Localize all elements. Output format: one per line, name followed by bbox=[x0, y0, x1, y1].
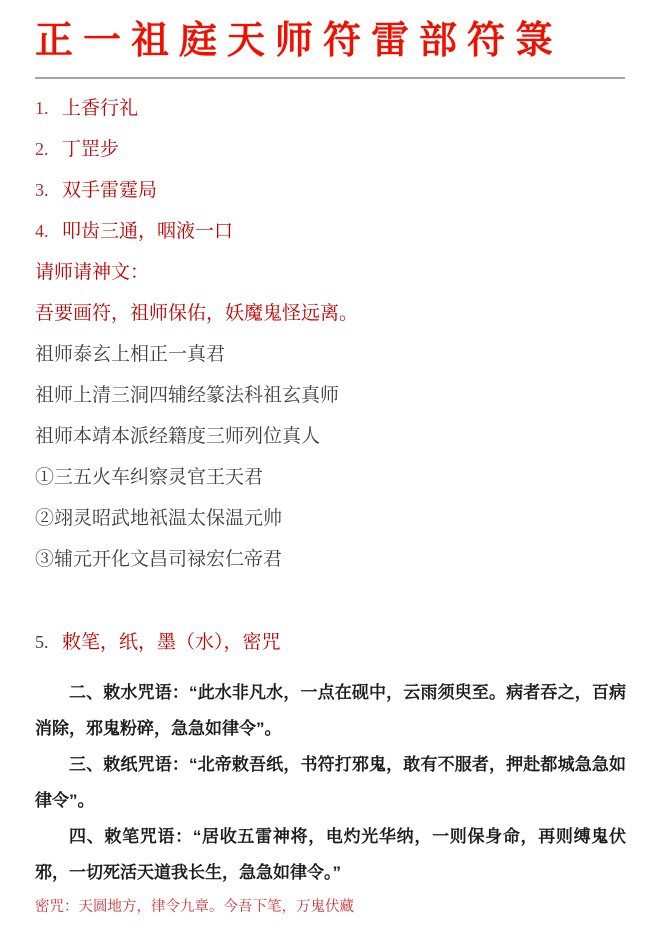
step-number: 1. bbox=[35, 98, 49, 118]
step-text: 叩齿三通，咽液一口 bbox=[62, 221, 234, 242]
title-divider bbox=[35, 77, 625, 79]
deity-line: ③辅元开化文昌司禄宏仁帝君 bbox=[35, 549, 283, 570]
deity-line: ①三五火车纠察灵官王天君 bbox=[35, 467, 264, 488]
step-number: 3. bbox=[35, 180, 49, 200]
prayer-line: 吾要画符，祖师保佑，妖魔鬼怪远离。 bbox=[35, 303, 359, 324]
invocation-heading: 请师请神文： bbox=[35, 262, 150, 283]
water-incantation-paragraph: 二、敕水咒语：“此水非凡水，一点在砚中，云雨须臾至。病者吞之，百病消除，邪鬼粉碎，急急如律令”。 bbox=[35, 683, 626, 738]
brush-incantation-paragraph: 四、敕笔咒语：“居收五雷神将，电灼光华纳，一则保身命，再则缚鬼伏邪，一切死活天道我长生，急急如律令。” bbox=[35, 827, 626, 882]
master-line: 祖师泰玄上相正一真君 bbox=[35, 344, 226, 365]
master-line: 祖师本靖本派经籍度三师列位真人 bbox=[35, 426, 321, 447]
ritual-step-1 bbox=[35, 88, 625, 129]
deity-line: ②翊灵昭武地祇温太保温元帅 bbox=[35, 508, 283, 529]
step-number: 4. bbox=[35, 221, 49, 241]
paper-incantation-paragraph: 三、敕纸咒语：“北帝敕吾纸，书符打邪鬼，敢有不服者，押赴都城急急如律令”。 bbox=[35, 755, 626, 810]
step-number: 5. bbox=[35, 632, 49, 652]
step-text: 双手雷霆局 bbox=[62, 180, 158, 201]
step-text: 上香行礼 bbox=[62, 98, 139, 119]
ritual-step-2 bbox=[35, 129, 625, 170]
master-line: 祖师上清三洞四辅经篆法科祖玄真师 bbox=[35, 385, 340, 406]
ritual-step-4 bbox=[35, 211, 625, 252]
step-text: 丁罡步 bbox=[62, 139, 120, 160]
step-number: 2. bbox=[35, 139, 49, 159]
incantation-section bbox=[35, 675, 626, 891]
ritual-step-5 bbox=[35, 622, 625, 663]
step-text: 敕笔，纸，墨（水），密咒 bbox=[62, 632, 281, 653]
page-title: 正一祖庭天师符雷部符箓 bbox=[35, 20, 564, 62]
secret-mantra-footer: 密咒：天圆地方，律令九章。今吾下笔，万鬼伏藏 bbox=[35, 899, 354, 915]
ritual-step-3 bbox=[35, 170, 625, 211]
